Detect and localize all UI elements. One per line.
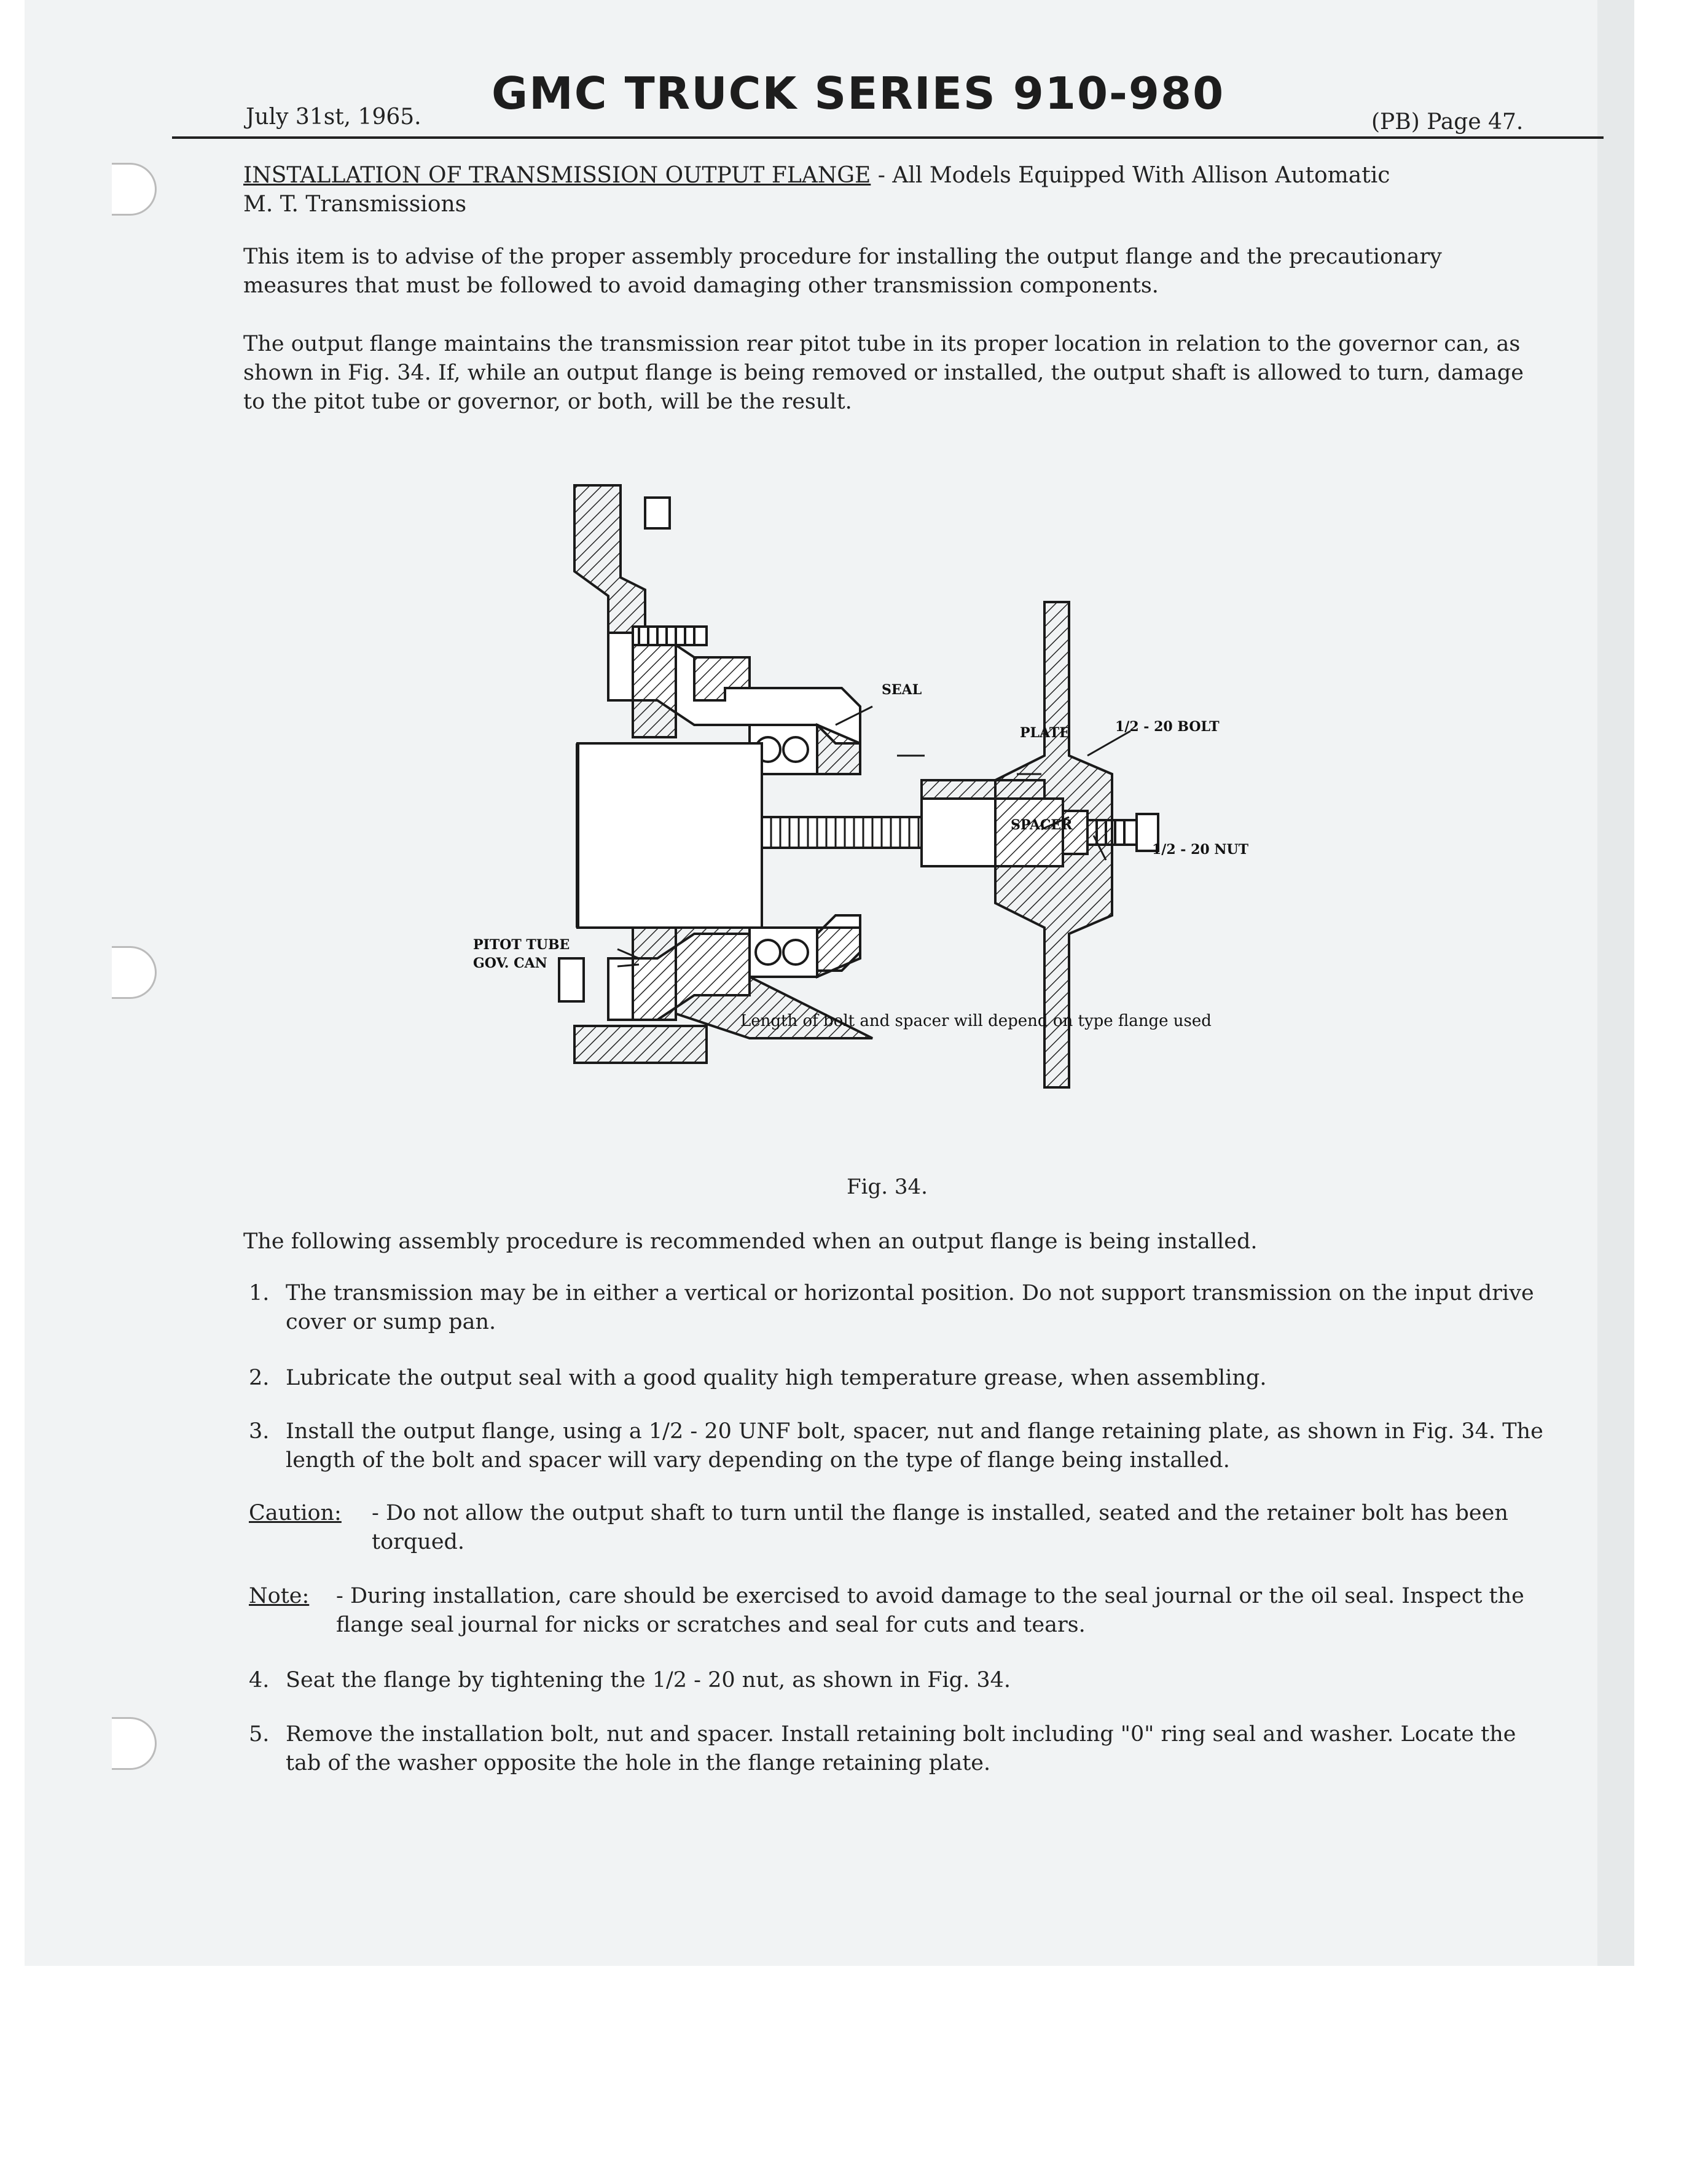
caution-label: Caution: xyxy=(249,1501,342,1525)
governor-upper xyxy=(633,645,676,737)
note-block xyxy=(249,1582,1545,1643)
retaining-plate xyxy=(922,780,1044,799)
header-page-number: (PB) Page 47. xyxy=(1371,109,1524,135)
header-rule xyxy=(172,136,1604,139)
label-bolt: 1/2 - 20 BOLT xyxy=(1115,719,1220,735)
header-date: July 31st, 1965. xyxy=(246,104,421,130)
caution-block xyxy=(249,1499,1545,1560)
list-item xyxy=(249,1364,1545,1401)
step-number: 3. xyxy=(249,1419,270,1444)
step-text: Seat the flange by tightening the 1/2 - 20 nut, as shown in Fig. 34. xyxy=(286,1668,1011,1693)
step-text: Remove the installation bolt, nut and spacer. Install retaining bolt including "0" ring seal and washer. Locate the tab of the washer opposite the hole in the flange retaining plate. xyxy=(286,1722,1516,1775)
step-text: The transmission may be in either a vertical or horizontal position. Do not support transmission on the input drive cover or sump pan. xyxy=(286,1281,1534,1334)
figure-caption: Length of bolt and spacer will depend on type flange used xyxy=(740,1012,1212,1030)
section-subtitle: - All Models Equipped With Allison Automatic xyxy=(871,163,1390,188)
governor-lower xyxy=(633,928,676,1020)
label-nut: 1/2 - 20 NUT xyxy=(1152,842,1249,858)
label-gov-can: GOV. CAN xyxy=(473,955,547,971)
sheet-edge xyxy=(1597,0,1634,1966)
list-item xyxy=(249,1720,1545,1782)
header-brand: GMC TRUCK SERIES 910-980 xyxy=(492,68,1225,119)
upper-housing xyxy=(574,485,645,633)
step-number: 4. xyxy=(249,1668,270,1693)
intro-paragraph-2: The output flange maintains the transmission rear pitot tube in its proper location in relation to the governor can, as shown in Fig. 34. If, while an output flange is being removed or installed, the output shaft is allowed to turn, damage to the pitot tube or governor, or both, will be the result. xyxy=(243,332,1524,414)
top-bolt-head xyxy=(645,498,670,528)
section-subtitle-2: M. T. Transmissions xyxy=(243,192,467,217)
section-title: INSTALLATION OF TRANSMISSION OUTPUT FLANGE xyxy=(243,163,871,188)
label-pitot-tube: PITOT TUBE xyxy=(473,937,570,953)
section-heading xyxy=(243,161,1534,219)
step-number: 5. xyxy=(249,1722,270,1747)
label-spacer: SPACER xyxy=(1011,817,1073,833)
step-text: Install the output flange, using a 1/2 - 20 UNF bolt, spacer, nut and flange retaining plate, as shown in Fig. 34. The length of the bolt and spacer will vary depending on the type of flange being installed. xyxy=(286,1419,1543,1473)
transmission-flange-diagram xyxy=(473,485,1339,1063)
procedure-intro: The following assembly procedure is recommended when an output flange is being installed. xyxy=(243,1229,1258,1254)
label-seal: SEAL xyxy=(882,682,922,698)
caution-text: - Do not allow the output shaft to turn until the flange is installed, seated and the retainer bolt has been torqued. xyxy=(372,1501,1508,1554)
list-item xyxy=(249,1666,1545,1703)
note-label: Note: xyxy=(249,1584,310,1608)
step-text: Lubricate the output seal with a good quality high temperature grease, when assembling. xyxy=(286,1366,1267,1390)
lower-housing xyxy=(574,1026,707,1063)
list-item xyxy=(249,1279,1545,1340)
intro-paragraph-1: This item is to advise of the proper assembly procedure for installing the output flange and the precautionary measures that must be followed to avoid damaging other transmission components. xyxy=(243,245,1442,298)
output-shaft xyxy=(578,743,762,928)
note-text: - During installation, care should be exercised to avoid damage to the seal journal or the oil seal. Inspect the flange seal journal for nicks or scratches and seal for cuts and tears. xyxy=(336,1584,1524,1637)
list-item xyxy=(249,1417,1545,1479)
installation-bolt xyxy=(762,817,934,848)
step-number: 1. xyxy=(249,1281,270,1305)
step-number: 2. xyxy=(249,1366,270,1390)
figure-number: Fig. 34. xyxy=(847,1175,928,1199)
label-plate: PLATE xyxy=(1020,725,1070,741)
